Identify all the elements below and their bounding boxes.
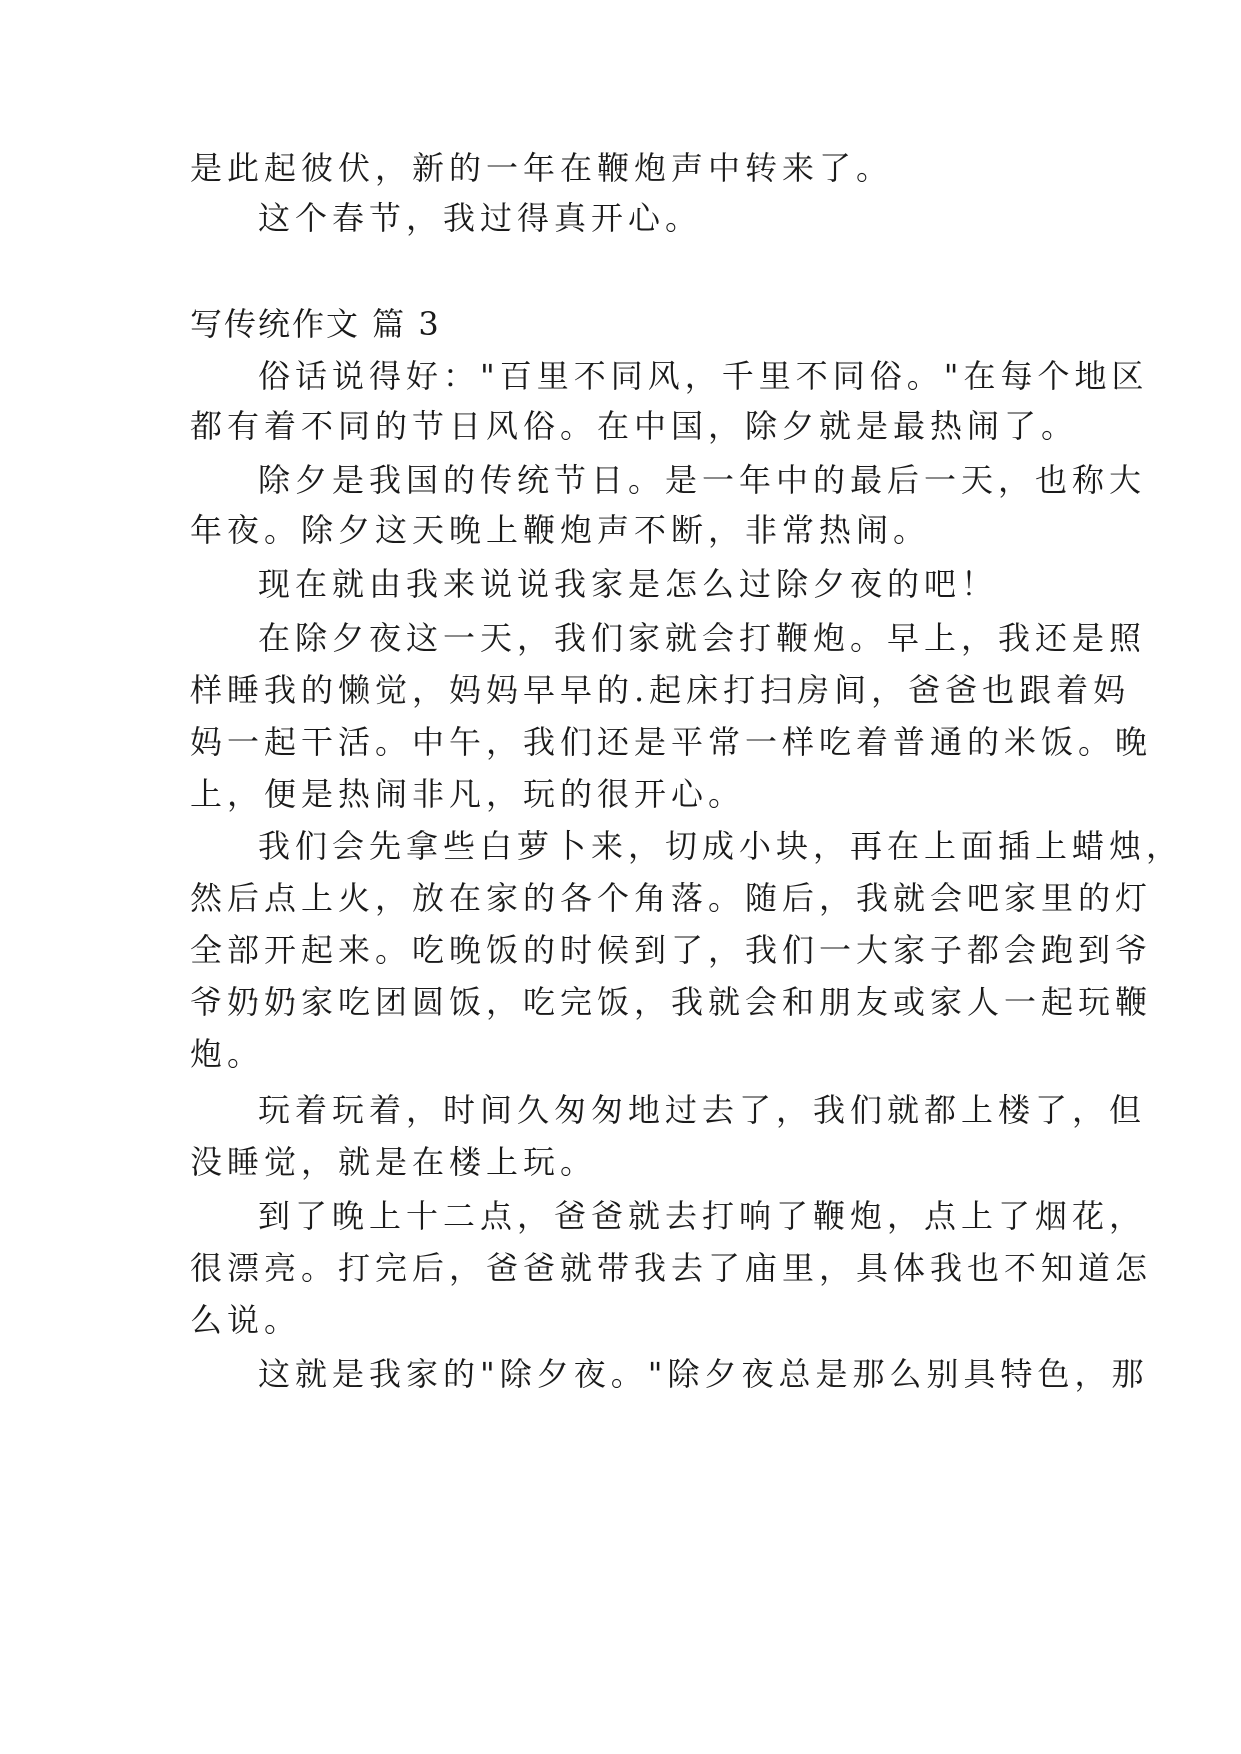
text-line: 么说。 <box>190 1301 302 1339</box>
text-line: 全部开起来。吃晚饭的时候到了，我们一大家子都会跑到爷 <box>190 931 1153 969</box>
text-line: 年夜。除夕这天晚上鞭炮声不断，非常热闹。 <box>190 511 931 549</box>
text-line: 上，便是热闹非凡，玩的很开心。 <box>190 775 746 813</box>
text-line: 除夕是我国的传统节日。是一年中的最后一天，也称大 <box>258 461 1147 499</box>
text-line: 都有着不同的节日风俗。在中国，除夕就是最热闹了。 <box>190 407 1079 445</box>
text-line: 是此起彼伏，新的一年在鞭炮声中转来了。 <box>190 149 894 187</box>
text-line: 然后点上火，放在家的各个角落。随后，我就会吧家里的灯 <box>190 879 1153 917</box>
section-heading: 写传统作文 篇 3 <box>190 305 441 343</box>
text-line: 俗话说得好："百里不同风，千里不同俗。"在每个地区 <box>258 357 1149 395</box>
text-line: 这个春节，我过得真开心。 <box>258 199 703 237</box>
text-line: 玩着玩着，时间久匆匆地过去了，我们就都上楼了，但 <box>258 1091 1147 1129</box>
text-line: 炮。 <box>190 1035 265 1073</box>
text-line: 没睡觉，就是在楼上玩。 <box>190 1143 598 1181</box>
text-line: 现在就由我来说说我家是怎么过除夕夜的吧！ <box>258 565 999 603</box>
text-line: 很漂亮。打完后，爸爸就带我去了庙里，具体我也不知道怎 <box>190 1249 1153 1287</box>
text-line: 在除夕夜这一天，我们家就会打鞭炮。早上，我还是照 <box>258 619 1147 657</box>
text-line: 样睡我的懒觉，妈妈早早的.起床打扫房间，爸爸也跟着妈 <box>190 671 1131 709</box>
text-line: 爷奶奶家吃团圆饭，吃完饭，我就会和朋友或家人一起玩鞭 <box>190 983 1153 1021</box>
text-line: 到了晚上十二点，爸爸就去打响了鞭炮，点上了烟花， <box>258 1197 1147 1235</box>
text-line: 妈一起干活。中午，我们还是平常一样吃着普通的米饭。晚 <box>190 723 1153 761</box>
text-line: 这就是我家的"除夕夜。"除夕夜总是那么别具特色，那 <box>258 1355 1149 1393</box>
text-line: 我们会先拿些白萝卜来，切成小块，再在上面插上蜡烛， <box>258 827 1184 865</box>
